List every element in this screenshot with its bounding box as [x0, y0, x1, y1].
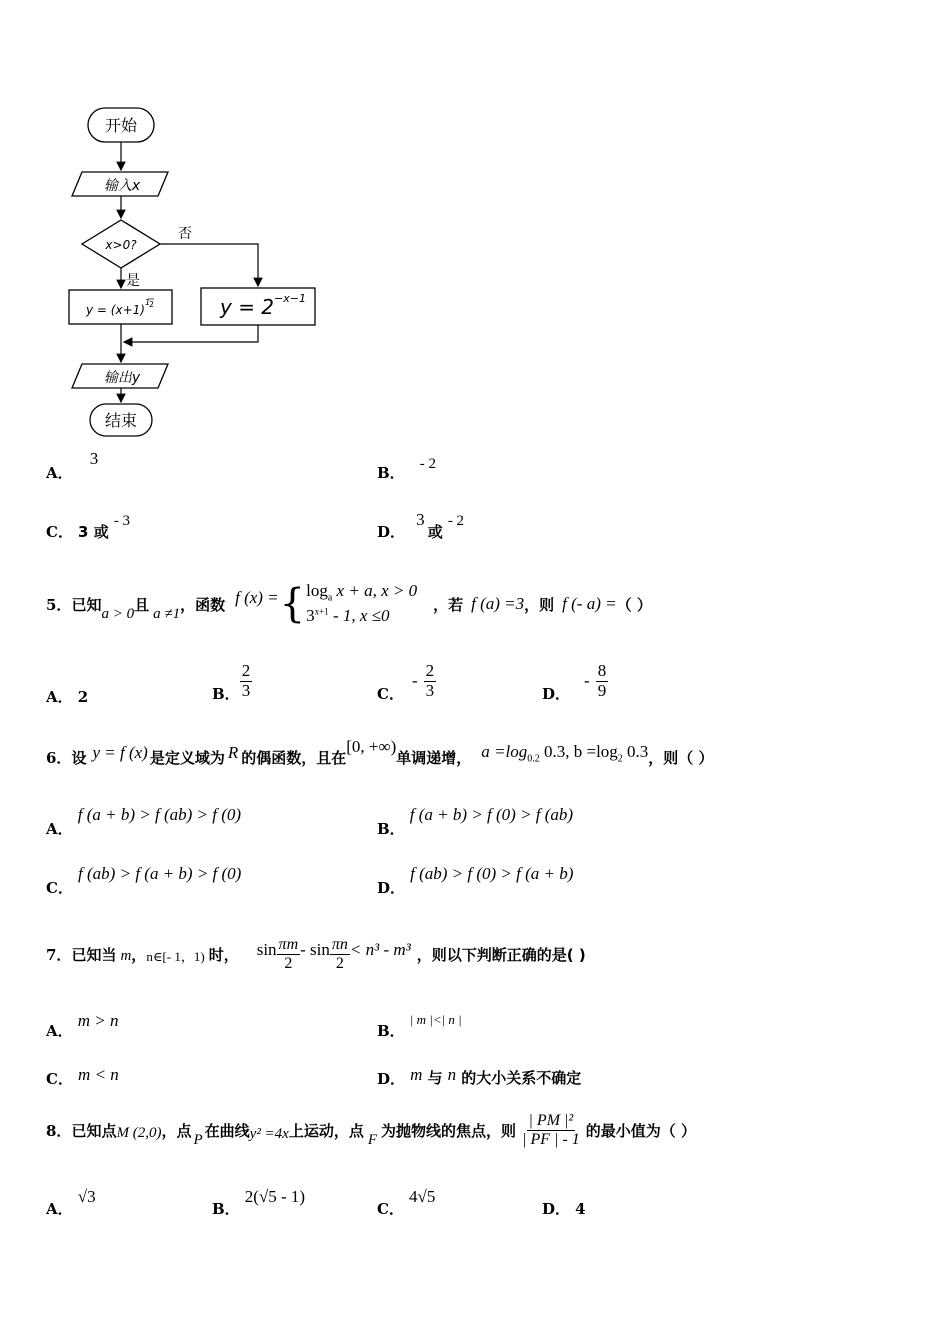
input-label: 输入x: [103, 178, 141, 194]
question-text: ，: [131, 945, 147, 964]
option-text: 的大小关系不确定: [461, 1069, 582, 1087]
question-text: 时，: [208, 945, 239, 964]
option-value: m > n: [77, 1011, 119, 1030]
question-text: 设: [71, 748, 87, 767]
question-text: ，若: [433, 595, 464, 614]
option-label: C．: [377, 1200, 404, 1218]
option-value: 4√5: [409, 1187, 436, 1206]
condition-label: x>0?: [105, 238, 137, 252]
math-target: f (- a) =: [562, 594, 617, 613]
q4-option-d[interactable]: [377, 510, 465, 542]
q8-option-c[interactable]: [377, 1186, 436, 1218]
start-label: 开始: [104, 116, 138, 135]
svg-text:2: 2: [149, 300, 155, 309]
option-sign: -: [584, 671, 590, 691]
math-given: f (a) =3: [471, 594, 525, 613]
question-8: [46, 1102, 696, 1158]
question-text: ，函数: [180, 595, 226, 614]
q5-option-c[interactable]: [377, 661, 436, 703]
math-minus-sin: - sin: [300, 940, 330, 959]
math-point-p: P: [193, 1131, 203, 1148]
option-label: B．: [377, 464, 405, 482]
option-label: A．: [46, 1022, 73, 1040]
question-7: [46, 926, 586, 982]
q8-option-b[interactable]: [212, 1186, 306, 1218]
option-value: | m |<| n |: [409, 1012, 462, 1027]
option-label: D．: [377, 1070, 406, 1088]
option-label: A．: [46, 464, 73, 482]
math-rhs: < n³ - m³: [349, 940, 411, 959]
option-label: C．: [377, 684, 404, 703]
question-number: 7．: [46, 945, 72, 964]
answer-blank: （ ）: [616, 595, 652, 614]
question-text: 在曲线: [204, 1121, 250, 1140]
q5-option-b[interactable]: [212, 661, 252, 703]
math-point-m: M (2,0): [116, 1124, 162, 1141]
math-range: n∈[- 1，1): [146, 948, 205, 964]
q6-option-a[interactable]: [46, 804, 242, 838]
option-sign: -: [411, 671, 418, 691]
q6-option-d[interactable]: [377, 863, 574, 897]
question-text: ，则以下判断正确的是( ): [416, 945, 586, 964]
option-label: C．: [46, 1070, 73, 1088]
math-curve: y² =4x: [249, 1125, 289, 1142]
end-label: 结束: [104, 411, 138, 430]
option-label: B．: [377, 1022, 405, 1040]
question-6: [46, 737, 714, 768]
q5-option-a[interactable]: [46, 686, 88, 707]
option-value: √3: [77, 1187, 96, 1206]
option-label: B．: [377, 820, 405, 838]
q4-option-c[interactable]: [46, 513, 131, 542]
q7-option-a[interactable]: [46, 1010, 119, 1040]
math-focus: F: [367, 1131, 378, 1148]
math-interval: [0, +∞): [346, 737, 397, 757]
math-definitions: $a =\log_{0.2}$ 0.3, $b =\log_2$ 0.3: [481, 742, 649, 765]
q6-option-c[interactable]: [46, 863, 242, 897]
option-label: C．: [46, 879, 73, 897]
option-var-m: m: [410, 1065, 423, 1084]
option-or: 或: [427, 523, 443, 541]
no-label: 否: [178, 226, 192, 242]
option-value: - 3: [113, 513, 131, 529]
question-text: 单调递增，: [396, 748, 472, 767]
option-value: f (a + b) > f (ab) > f (0): [77, 805, 242, 824]
option-prefix: 3: [416, 510, 425, 529]
option-value: m < n: [78, 1065, 119, 1084]
option-fraction: $\frac{8}{9}$: [597, 661, 607, 700]
math-var-m: m: [120, 947, 132, 964]
piece-2: $3^{x+1} - 1$, x ≤0: [306, 605, 390, 625]
option-label: B．: [212, 684, 240, 703]
question-text: ，则（ ）: [648, 748, 714, 767]
question-text: ，点: [161, 1121, 192, 1140]
question-text: 已知点: [71, 1121, 117, 1140]
option-label: A．: [46, 688, 73, 706]
option-fraction: $\frac{2}{3}$: [241, 661, 251, 700]
option-value: - 2: [419, 456, 437, 472]
question-number: 5．: [46, 595, 72, 614]
math-domain: R: [227, 743, 239, 763]
option-label: A．: [46, 1200, 73, 1218]
math-fraction-n: $\frac{\pi n}{2}$: [331, 935, 348, 972]
option-value: 2: [77, 688, 89, 706]
no-formula: $y = 2^{-x-1}$: [220, 292, 306, 319]
piece-1: $\log_a x + a$, x > 0: [306, 581, 418, 604]
q7-option-c[interactable]: [46, 1064, 119, 1088]
math-fraction: $\frac{\text{| PM |²}}{| PF | - 1}$: [522, 1111, 580, 1148]
question-text: 上运动，点: [288, 1121, 364, 1140]
option-fraction: $\frac{2}{3}$: [425, 661, 435, 700]
piecewise-brace: {: [279, 581, 306, 627]
option-var-n: n: [447, 1065, 457, 1084]
option-value: f (a + b) > f (0) > f (ab): [409, 805, 574, 824]
option-value: f (ab) > f (a + b) > f (0): [78, 864, 242, 883]
option-value: 3: [89, 449, 99, 468]
math-function: f (x) =: [235, 588, 279, 607]
yes-formula: $y = (x+1)^1$: [86, 298, 151, 317]
q4-option-a[interactable]: [46, 449, 99, 483]
question-text: 的最小值为（ ）: [585, 1121, 696, 1140]
question-text: 已知当: [71, 945, 117, 964]
yes-label: 是: [126, 273, 140, 289]
q8-option-d[interactable]: [542, 1198, 586, 1219]
option-value: f (ab) > f (0) > f (a + b): [410, 864, 574, 883]
math-function: y = f (x): [92, 743, 148, 763]
option-label: D．: [542, 1200, 571, 1218]
option-label: D．: [377, 523, 406, 541]
question-text: 已知: [71, 595, 102, 614]
question-text: 是定义域为: [149, 748, 225, 767]
q4-option-b[interactable]: [377, 456, 437, 483]
question-text: 且: [134, 595, 150, 614]
option-value: 4: [575, 1200, 586, 1218]
flowchart: [60, 100, 330, 440]
q7-option-b[interactable]: [377, 1008, 462, 1040]
option-text: 与: [427, 1069, 443, 1087]
option-label: C．: [46, 523, 73, 541]
math-fraction-m: $\frac{\pi m}{2}$: [278, 935, 299, 972]
q5-option-d[interactable]: [542, 661, 608, 703]
option-value: 2(√5 - 1): [244, 1187, 306, 1206]
math-condition-1: a > 0: [101, 605, 135, 622]
q6-option-b[interactable]: [377, 804, 574, 838]
question-5: [46, 576, 652, 632]
q8-option-a[interactable]: [46, 1186, 96, 1218]
option-label: D．: [542, 684, 571, 703]
question-number: 6．: [46, 748, 72, 767]
question-number: 8．: [46, 1121, 72, 1140]
option-value: - 2: [447, 513, 465, 529]
option-prefix: 3 或: [78, 523, 109, 541]
option-label: B．: [212, 1200, 240, 1218]
piecewise-cases: [306, 580, 417, 628]
option-label: A．: [46, 820, 73, 838]
math-condition-2: a ≠1: [153, 605, 181, 622]
question-text: 的偶函数，且在: [241, 748, 347, 767]
math-sin: sin: [256, 940, 277, 959]
q7-option-d[interactable]: [377, 1064, 582, 1088]
option-label: D．: [377, 879, 406, 897]
question-text: ，则: [524, 595, 555, 614]
question-text: 为抛物线的焦点，则: [381, 1121, 517, 1140]
output-label: 输出y: [103, 370, 141, 386]
